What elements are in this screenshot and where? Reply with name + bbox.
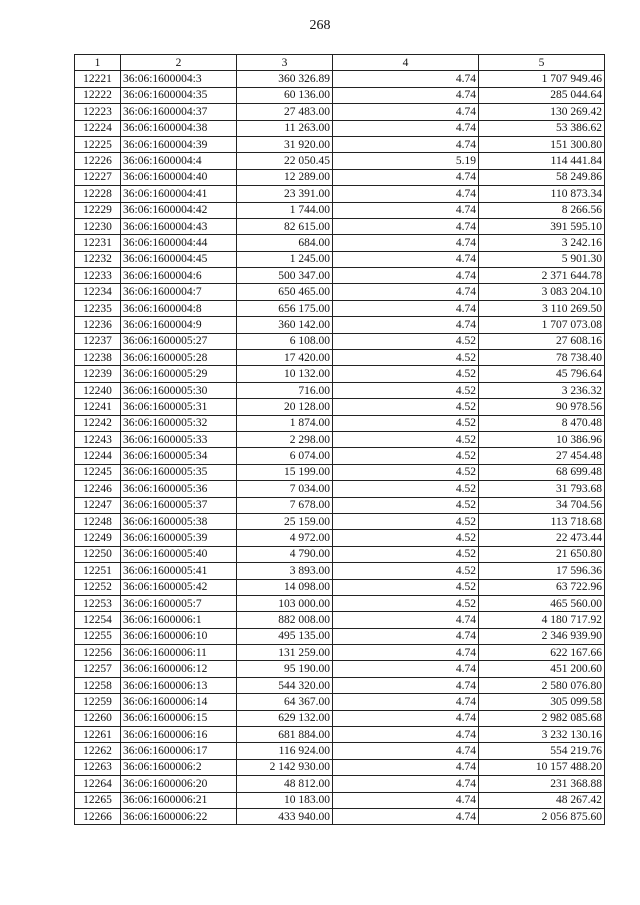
area-cell: 60 136.00	[237, 87, 333, 103]
row-number-cell: 12263	[75, 759, 121, 775]
area-cell: 544 320.00	[237, 677, 333, 693]
table-row	[75, 431, 605, 447]
rate-cell: 4.74	[333, 104, 479, 120]
value-cell: 2 056 875.60	[479, 808, 605, 824]
column-header: 1	[75, 55, 121, 71]
table-row	[75, 645, 605, 661]
cadastral-number-cell: 36:06:1600004:39	[121, 136, 237, 152]
cadastral-number-cell: 36:06:1600006:11	[121, 645, 237, 661]
table-row	[75, 513, 605, 529]
rate-cell: 4.74	[333, 87, 479, 103]
column-header: 3	[237, 55, 333, 71]
table-row	[75, 808, 605, 824]
table-row	[75, 333, 605, 349]
table-row	[75, 497, 605, 513]
row-number-cell: 12241	[75, 399, 121, 415]
cadastral-number-cell: 36:06:1600006:12	[121, 661, 237, 677]
rate-cell: 4.74	[333, 268, 479, 284]
area-cell: 20 128.00	[237, 399, 333, 415]
rate-cell: 4.52	[333, 497, 479, 513]
rate-cell: 4.52	[333, 333, 479, 349]
table-row	[75, 727, 605, 743]
row-number-cell: 12248	[75, 513, 121, 529]
table-header-row	[75, 55, 605, 71]
value-cell: 1 707 949.46	[479, 71, 605, 87]
value-cell: 10 386.96	[479, 431, 605, 447]
area-cell: 11 263.00	[237, 120, 333, 136]
cadastral-number-cell: 36:06:1600004:6	[121, 268, 237, 284]
row-number-cell: 12243	[75, 431, 121, 447]
rate-cell: 4.74	[333, 759, 479, 775]
area-cell: 656 175.00	[237, 300, 333, 316]
cadastral-number-cell: 36:06:1600005:39	[121, 530, 237, 546]
rate-cell: 4.74	[333, 743, 479, 759]
value-cell: 8 266.56	[479, 202, 605, 218]
cadastral-number-cell: 36:06:1600006:22	[121, 808, 237, 824]
column-header: 5	[479, 55, 605, 71]
rate-cell: 4.74	[333, 235, 479, 251]
row-number-cell: 12244	[75, 448, 121, 464]
rate-cell: 4.74	[333, 776, 479, 792]
row-number-cell: 12258	[75, 677, 121, 693]
table-row	[75, 546, 605, 562]
area-cell: 95 190.00	[237, 661, 333, 677]
value-cell: 3 110 269.50	[479, 300, 605, 316]
cadastral-number-cell: 36:06:1600005:35	[121, 464, 237, 480]
cadastral-number-cell: 36:06:1600004:44	[121, 235, 237, 251]
area-cell: 131 259.00	[237, 645, 333, 661]
value-cell: 63 722.96	[479, 579, 605, 595]
table-row	[75, 743, 605, 759]
row-number-cell: 12253	[75, 595, 121, 611]
table-row	[75, 202, 605, 218]
cadastral-number-cell: 36:06:1600004:42	[121, 202, 237, 218]
row-number-cell: 12229	[75, 202, 121, 218]
cadastral-number-cell: 36:06:1600004:43	[121, 218, 237, 234]
value-cell: 305 099.58	[479, 694, 605, 710]
area-cell: 4 972.00	[237, 530, 333, 546]
row-number-cell: 12228	[75, 186, 121, 202]
table-row	[75, 153, 605, 169]
row-number-cell: 12265	[75, 792, 121, 808]
value-cell: 5 901.30	[479, 251, 605, 267]
cadastral-number-cell: 36:06:1600004:38	[121, 120, 237, 136]
value-cell: 27 608.16	[479, 333, 605, 349]
rate-cell: 4.74	[333, 202, 479, 218]
table-row	[75, 530, 605, 546]
row-number-cell: 12234	[75, 284, 121, 300]
table-row	[75, 366, 605, 382]
row-number-cell: 12230	[75, 218, 121, 234]
area-cell: 31 920.00	[237, 136, 333, 152]
area-cell: 14 098.00	[237, 579, 333, 595]
row-number-cell: 12262	[75, 743, 121, 759]
value-cell: 1 707 073.08	[479, 317, 605, 333]
value-cell: 58 249.86	[479, 169, 605, 185]
rate-cell: 4.52	[333, 448, 479, 464]
value-cell: 3 083 204.10	[479, 284, 605, 300]
value-cell: 31 793.68	[479, 481, 605, 497]
cadastral-number-cell: 36:06:1600006:16	[121, 727, 237, 743]
value-cell: 391 595.10	[479, 218, 605, 234]
value-cell: 3 242.16	[479, 235, 605, 251]
area-cell: 3 893.00	[237, 563, 333, 579]
value-cell: 285 044.64	[479, 87, 605, 103]
cadastral-number-cell: 36:06:1600005:7	[121, 595, 237, 611]
row-number-cell: 12252	[75, 579, 121, 595]
table-row	[75, 300, 605, 316]
area-cell: 360 142.00	[237, 317, 333, 333]
rate-cell: 4.74	[333, 694, 479, 710]
cadastral-number-cell: 36:06:1600006:21	[121, 792, 237, 808]
table-row	[75, 595, 605, 611]
cadastral-number-cell: 36:06:1600006:20	[121, 776, 237, 792]
area-cell: 22 050.45	[237, 153, 333, 169]
cadastral-number-cell: 36:06:1600005:29	[121, 366, 237, 382]
rate-cell: 4.52	[333, 481, 479, 497]
area-cell: 716.00	[237, 382, 333, 398]
area-cell: 495 135.00	[237, 628, 333, 644]
row-number-cell: 12239	[75, 366, 121, 382]
table-row	[75, 71, 605, 87]
area-cell: 116 924.00	[237, 743, 333, 759]
rate-cell: 4.74	[333, 300, 479, 316]
area-cell: 82 615.00	[237, 218, 333, 234]
value-cell: 2 982 085.68	[479, 710, 605, 726]
rate-cell: 4.74	[333, 628, 479, 644]
cadastral-number-cell: 36:06:1600005:36	[121, 481, 237, 497]
value-cell: 48 267.42	[479, 792, 605, 808]
row-number-cell: 12246	[75, 481, 121, 497]
table-row	[75, 481, 605, 497]
row-number-cell: 12224	[75, 120, 121, 136]
value-cell: 113 718.68	[479, 513, 605, 529]
cadastral-number-cell: 36:06:1600005:37	[121, 497, 237, 513]
rate-cell: 4.52	[333, 530, 479, 546]
table-row	[75, 284, 605, 300]
area-cell: 7 678.00	[237, 497, 333, 513]
table-row	[75, 464, 605, 480]
table-row	[75, 169, 605, 185]
row-number-cell: 12242	[75, 415, 121, 431]
row-number-cell: 12255	[75, 628, 121, 644]
value-cell: 114 441.84	[479, 153, 605, 169]
table-row	[75, 448, 605, 464]
rate-cell: 4.74	[333, 792, 479, 808]
area-cell: 1 874.00	[237, 415, 333, 431]
row-number-cell: 12251	[75, 563, 121, 579]
area-cell: 882 008.00	[237, 612, 333, 628]
table-row	[75, 218, 605, 234]
rate-cell: 4.74	[333, 136, 479, 152]
area-cell: 103 000.00	[237, 595, 333, 611]
cadastral-number-cell: 36:06:1600005:30	[121, 382, 237, 398]
area-cell: 23 391.00	[237, 186, 333, 202]
area-cell: 48 812.00	[237, 776, 333, 792]
area-cell: 2 142 930.00	[237, 759, 333, 775]
column-header: 2	[121, 55, 237, 71]
table-row	[75, 694, 605, 710]
rate-cell: 4.52	[333, 350, 479, 366]
area-cell: 433 940.00	[237, 808, 333, 824]
page-number: 268	[309, 18, 331, 33]
rate-cell: 4.74	[333, 284, 479, 300]
rate-cell: 4.74	[333, 808, 479, 824]
table-row	[75, 120, 605, 136]
value-cell: 45 796.64	[479, 366, 605, 382]
row-number-cell: 12223	[75, 104, 121, 120]
area-cell: 650 465.00	[237, 284, 333, 300]
table-row	[75, 579, 605, 595]
table-row	[75, 612, 605, 628]
row-number-cell: 12237	[75, 333, 121, 349]
value-cell: 53 386.62	[479, 120, 605, 136]
rate-cell: 4.74	[333, 218, 479, 234]
row-number-cell: 12245	[75, 464, 121, 480]
rate-cell: 4.74	[333, 169, 479, 185]
row-number-cell: 12249	[75, 530, 121, 546]
value-cell: 21 650.80	[479, 546, 605, 562]
value-cell: 451 200.60	[479, 661, 605, 677]
cadastral-number-cell: 36:06:1600005:32	[121, 415, 237, 431]
table-row	[75, 792, 605, 808]
area-cell: 4 790.00	[237, 546, 333, 562]
cadastral-number-cell: 36:06:1600006:13	[121, 677, 237, 693]
row-number-cell: 12264	[75, 776, 121, 792]
rate-cell: 4.74	[333, 661, 479, 677]
cadastral-number-cell: 36:06:1600006:15	[121, 710, 237, 726]
cadastral-number-cell: 36:06:1600004:41	[121, 186, 237, 202]
cadastral-number-cell: 36:06:1600004:45	[121, 251, 237, 267]
row-number-cell: 12257	[75, 661, 121, 677]
cadastral-number-cell: 36:06:1600006:10	[121, 628, 237, 644]
area-cell: 25 159.00	[237, 513, 333, 529]
cadastral-number-cell: 36:06:1600004:7	[121, 284, 237, 300]
cadastral-number-cell: 36:06:1600005:42	[121, 579, 237, 595]
cadastral-number-cell: 36:06:1600005:41	[121, 563, 237, 579]
value-cell: 130 269.42	[479, 104, 605, 120]
row-number-cell: 12233	[75, 268, 121, 284]
value-cell: 2 371 644.78	[479, 268, 605, 284]
rate-cell: 4.52	[333, 415, 479, 431]
table-row	[75, 710, 605, 726]
table-body	[75, 71, 605, 825]
value-cell: 10 157 488.20	[479, 759, 605, 775]
value-cell: 110 873.34	[479, 186, 605, 202]
area-cell: 15 199.00	[237, 464, 333, 480]
table-row	[75, 759, 605, 775]
area-cell: 629 132.00	[237, 710, 333, 726]
value-cell: 4 180 717.92	[479, 612, 605, 628]
rate-cell: 4.52	[333, 546, 479, 562]
value-cell: 34 704.56	[479, 497, 605, 513]
rate-cell: 4.74	[333, 727, 479, 743]
area-cell: 7 034.00	[237, 481, 333, 497]
row-number-cell: 12240	[75, 382, 121, 398]
table-row	[75, 415, 605, 431]
row-number-cell: 12221	[75, 71, 121, 87]
value-cell: 22 473.44	[479, 530, 605, 546]
area-cell: 500 347.00	[237, 268, 333, 284]
cadastral-number-cell: 36:06:1600006:14	[121, 694, 237, 710]
value-cell: 622 167.66	[479, 645, 605, 661]
value-cell: 3 236.32	[479, 382, 605, 398]
area-cell: 2 298.00	[237, 431, 333, 447]
row-number-cell: 12259	[75, 694, 121, 710]
area-cell: 12 289.00	[237, 169, 333, 185]
value-cell: 151 300.80	[479, 136, 605, 152]
value-cell: 465 560.00	[479, 595, 605, 611]
row-number-cell: 12256	[75, 645, 121, 661]
rate-cell: 5.19	[333, 153, 479, 169]
row-number-cell: 12227	[75, 169, 121, 185]
rate-cell: 4.74	[333, 612, 479, 628]
value-cell: 90 978.56	[479, 399, 605, 415]
cadastral-number-cell: 36:06:1600004:37	[121, 104, 237, 120]
rate-cell: 4.52	[333, 431, 479, 447]
rate-cell: 4.52	[333, 563, 479, 579]
row-number-cell: 12236	[75, 317, 121, 333]
table-row	[75, 563, 605, 579]
cadastral-number-cell: 36:06:1600005:27	[121, 333, 237, 349]
area-cell: 17 420.00	[237, 350, 333, 366]
value-cell: 2 346 939.90	[479, 628, 605, 644]
table-row	[75, 382, 605, 398]
value-cell: 2 580 076.80	[479, 677, 605, 693]
row-number-cell: 12238	[75, 350, 121, 366]
rate-cell: 4.52	[333, 399, 479, 415]
area-cell: 681 884.00	[237, 727, 333, 743]
rate-cell: 4.52	[333, 595, 479, 611]
value-cell: 17 596.36	[479, 563, 605, 579]
rate-cell: 4.52	[333, 366, 479, 382]
rate-cell: 4.52	[333, 382, 479, 398]
cadastral-number-cell: 36:06:1600005:40	[121, 546, 237, 562]
table-row	[75, 268, 605, 284]
cadastral-number-cell: 36:06:1600005:31	[121, 399, 237, 415]
cadastral-number-cell: 36:06:1600004:8	[121, 300, 237, 316]
value-cell: 3 232 130.16	[479, 727, 605, 743]
row-number-cell: 12225	[75, 136, 121, 152]
rate-cell: 4.74	[333, 186, 479, 202]
row-number-cell: 12235	[75, 300, 121, 316]
table-row	[75, 350, 605, 366]
table-row	[75, 235, 605, 251]
data-table	[74, 54, 605, 825]
cadastral-number-cell: 36:06:1600004:4	[121, 153, 237, 169]
cadastral-number-cell: 36:06:1600006:17	[121, 743, 237, 759]
row-number-cell: 12250	[75, 546, 121, 562]
cadastral-number-cell: 36:06:1600005:28	[121, 350, 237, 366]
area-cell: 27 483.00	[237, 104, 333, 120]
value-cell: 68 699.48	[479, 464, 605, 480]
value-cell: 231 368.88	[479, 776, 605, 792]
table-row	[75, 399, 605, 415]
area-cell: 360 326.89	[237, 71, 333, 87]
rate-cell: 4.52	[333, 464, 479, 480]
table-row	[75, 317, 605, 333]
cadastral-number-cell: 36:06:1600004:9	[121, 317, 237, 333]
rate-cell: 4.74	[333, 71, 479, 87]
area-cell: 10 132.00	[237, 366, 333, 382]
rate-cell: 4.74	[333, 317, 479, 333]
row-number-cell: 12232	[75, 251, 121, 267]
value-cell: 8 470.48	[479, 415, 605, 431]
area-cell: 64 367.00	[237, 694, 333, 710]
table-row	[75, 776, 605, 792]
table-row	[75, 104, 605, 120]
table-row	[75, 136, 605, 152]
value-cell: 554 219.76	[479, 743, 605, 759]
rate-cell: 4.74	[333, 677, 479, 693]
table-row	[75, 186, 605, 202]
cadastral-number-cell: 36:06:1600005:33	[121, 431, 237, 447]
rate-cell: 4.74	[333, 645, 479, 661]
area-cell: 1 744.00	[237, 202, 333, 218]
table-row	[75, 677, 605, 693]
area-cell: 1 245.00	[237, 251, 333, 267]
rate-cell: 4.52	[333, 579, 479, 595]
cadastral-number-cell: 36:06:1600006:2	[121, 759, 237, 775]
cadastral-number-cell: 36:06:1600004:35	[121, 87, 237, 103]
rate-cell: 4.74	[333, 251, 479, 267]
area-cell: 6 108.00	[237, 333, 333, 349]
table-row	[75, 87, 605, 103]
row-number-cell: 12254	[75, 612, 121, 628]
cadastral-number-cell: 36:06:1600004:40	[121, 169, 237, 185]
row-number-cell: 12231	[75, 235, 121, 251]
row-number-cell: 12261	[75, 727, 121, 743]
row-number-cell: 12222	[75, 87, 121, 103]
row-number-cell: 12266	[75, 808, 121, 824]
cadastral-number-cell: 36:06:1600005:34	[121, 448, 237, 464]
area-cell: 6 074.00	[237, 448, 333, 464]
row-number-cell: 12226	[75, 153, 121, 169]
table-row	[75, 661, 605, 677]
rate-cell: 4.74	[333, 710, 479, 726]
rate-cell: 4.52	[333, 513, 479, 529]
column-header: 4	[333, 55, 479, 71]
area-cell: 10 183.00	[237, 792, 333, 808]
cadastral-number-cell: 36:06:1600004:3	[121, 71, 237, 87]
row-number-cell: 12260	[75, 710, 121, 726]
value-cell: 78 738.40	[479, 350, 605, 366]
area-cell: 684.00	[237, 235, 333, 251]
cadastral-number-cell: 36:06:1600006:1	[121, 612, 237, 628]
table-row	[75, 628, 605, 644]
value-cell: 27 454.48	[479, 448, 605, 464]
rate-cell: 4.74	[333, 120, 479, 136]
table-row	[75, 251, 605, 267]
cadastral-number-cell: 36:06:1600005:38	[121, 513, 237, 529]
row-number-cell: 12247	[75, 497, 121, 513]
